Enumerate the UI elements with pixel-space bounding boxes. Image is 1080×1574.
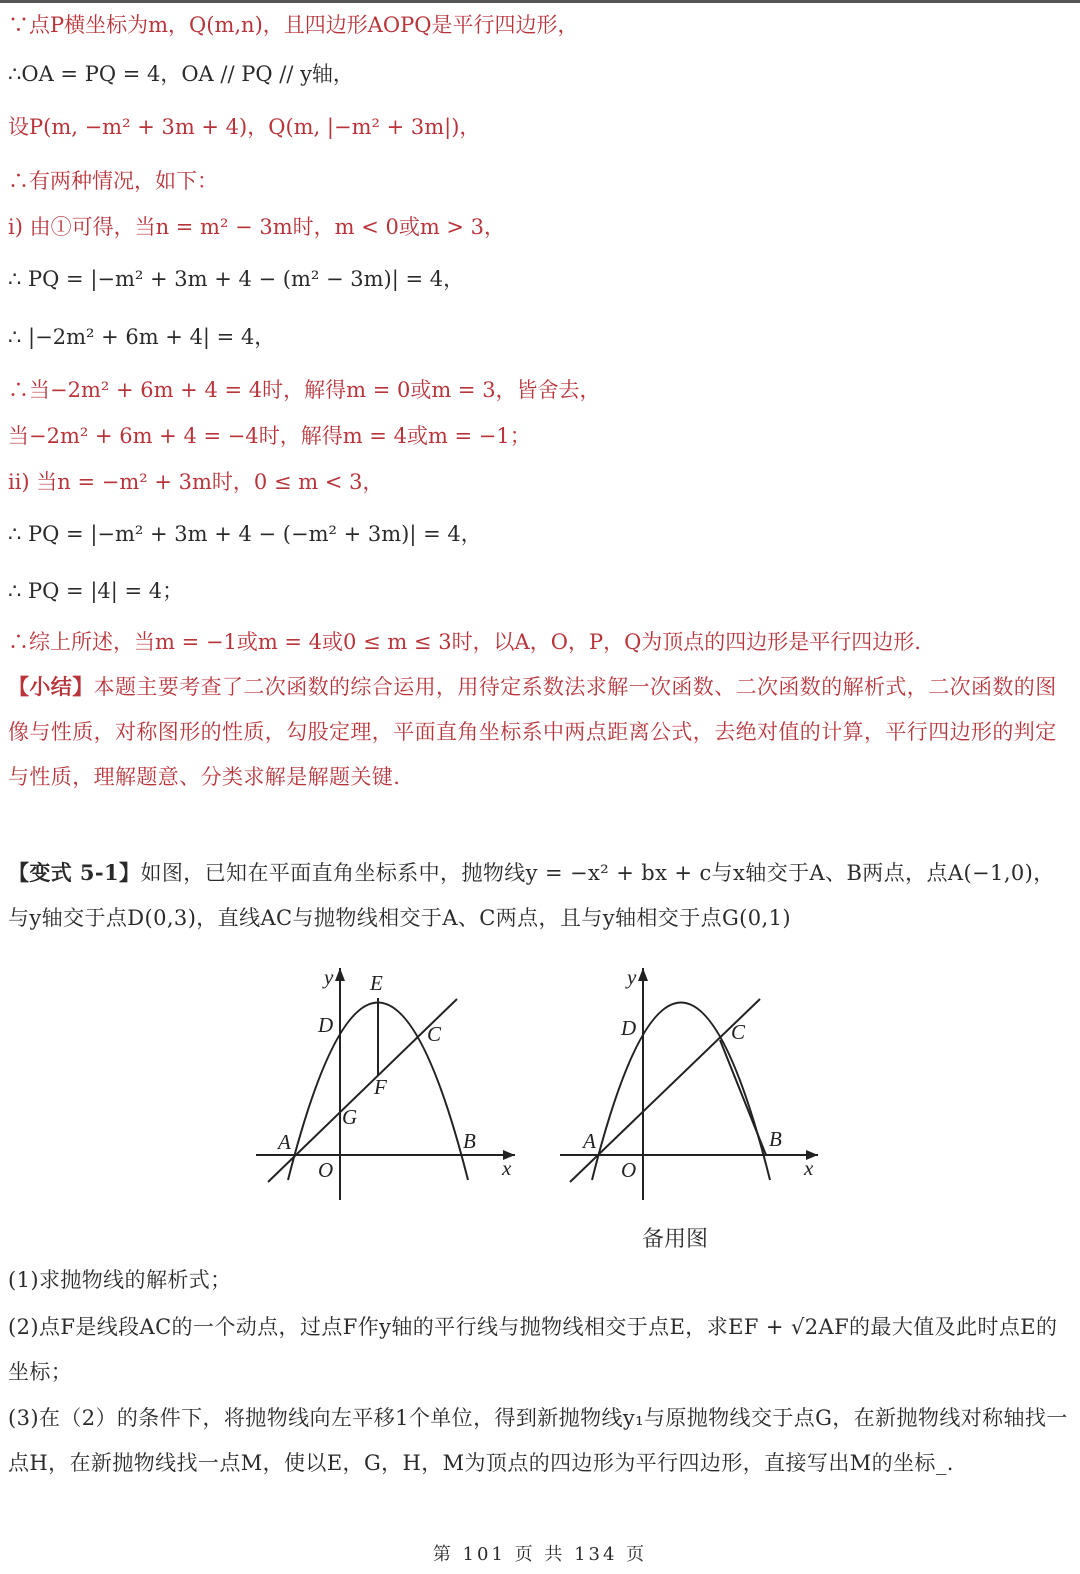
- point-f-label: F: [374, 1075, 387, 1099]
- parabola-figure-backup: [555, 960, 830, 1210]
- summary-paragraph: [8, 664, 1068, 800]
- question-2: (2)点F是线段AC的一个动点，过点F作y轴的平行线与抛物线相交于点E，求EF + √2AF的最大值及此时点E的坐标；: [8, 1315, 1058, 1384]
- solution-line: ∴OA = PQ = 4，OA // PQ // y轴，: [8, 62, 354, 86]
- solution-line: ∴有两种情况，如下：: [8, 169, 218, 193]
- top-rule: [0, 0, 1080, 3]
- figure-caption: 备用图: [642, 1227, 709, 1252]
- solution-line: ∴ |−2m² + 6m + 4| = 4，: [8, 325, 276, 349]
- point-d-label: D: [318, 1013, 334, 1037]
- x-axis-label: x: [502, 1156, 512, 1180]
- summary-tag: 【小结】: [8, 674, 94, 699]
- problem-tag: 【变式 5-1】: [8, 860, 141, 885]
- segment-cb: [720, 1040, 766, 1155]
- point-g-label: G: [342, 1105, 358, 1129]
- solution-line: ∴ PQ = |−m² + 3m + 4 − (−m² + 3m)| = 4，: [8, 522, 482, 546]
- parabola-figure-main: [250, 960, 530, 1210]
- y-axis-label: y: [324, 965, 334, 989]
- point-b-label: B: [769, 1127, 782, 1151]
- origin-label: O: [621, 1158, 637, 1182]
- point-b-label: B: [463, 1129, 476, 1153]
- page-footer: 第 101 页 共 134 页: [432, 1544, 648, 1565]
- point-a-label: A: [278, 1130, 291, 1154]
- solution-line: ∴ PQ = |−m² + 3m + 4 − (m² − 3m)| = 4，: [8, 267, 465, 291]
- solution-line: 当−2m² + 6m + 4 = −4时，解得m = 4或m = −1；: [8, 424, 531, 448]
- point-c-label: C: [427, 1022, 442, 1046]
- point-d-label: D: [621, 1016, 637, 1040]
- y-axis-label: y: [627, 965, 637, 989]
- origin-label: O: [318, 1158, 334, 1182]
- question-1: (1)求抛物线的解析式；: [8, 1268, 232, 1292]
- question-3: (3)在（2）的条件下，将抛物线向左平移1个单位，得到新抛物线y₁与原抛物线交于点G，在新抛物线对称轴找一点H，在新抛物线找一点M，使以E，G，H，M为顶点的四边形为平行四边形，直接写出M的坐标_.: [8, 1406, 1068, 1475]
- summary-text: 本题主要考查了二次函数的综合运用，用待定系数法求解一次函数、二次函数的解析式，二次函数的图像与性质，对称图形的性质，勾股定理，平面直角坐标系中两点距离公式，去绝对值的计算，平行四边形的判定与性质，理解题意、分类求解是解题关键.: [8, 675, 1057, 789]
- point-e-label: E: [370, 971, 383, 995]
- y-axis-arrow: [335, 968, 345, 981]
- solution-line: 设P(m, −m² + 3m + 4)，Q(m, |−m² + 3m|)，: [8, 115, 481, 139]
- point-a-label: A: [583, 1129, 596, 1153]
- solution-line: ∴ PQ = |4| = 4；: [8, 579, 184, 603]
- y-axis-arrow: [638, 968, 648, 981]
- problem-intro-text: 如图，已知在平面直角坐标系中，抛物线y = −x² + bx + c与x轴交于A、B两点，点A(−1,0)，与y轴交于点D(0,3)，直线AC与抛物线相交于A、C两点，且与y轴相交于点G(0,1): [8, 861, 1055, 930]
- solution-line: ii) 当n = −m² + 3m时，0 ≤ m < 3，: [8, 470, 384, 494]
- solution-line: ∴当−2m² + 6m + 4 = 4时，解得m = 0或m = 3，皆舍去，: [8, 378, 601, 402]
- solution-line: ∵点P横坐标为m，Q(m,n)，且四边形AOPQ是平行四边形，: [8, 13, 579, 37]
- problem-intro: [8, 850, 1068, 941]
- solution-line: ∴综上所述，当m = −1或m = 4或0 ≤ m ≤ 3时，以A，O，P，Q为顶点的四边形是平行四边形.: [8, 630, 921, 654]
- point-c-label: C: [731, 1020, 746, 1044]
- x-axis-label: x: [804, 1156, 814, 1180]
- solution-line: i) 由①可得，当n = m² − 3m时，m < 0或m > 3，: [8, 215, 506, 239]
